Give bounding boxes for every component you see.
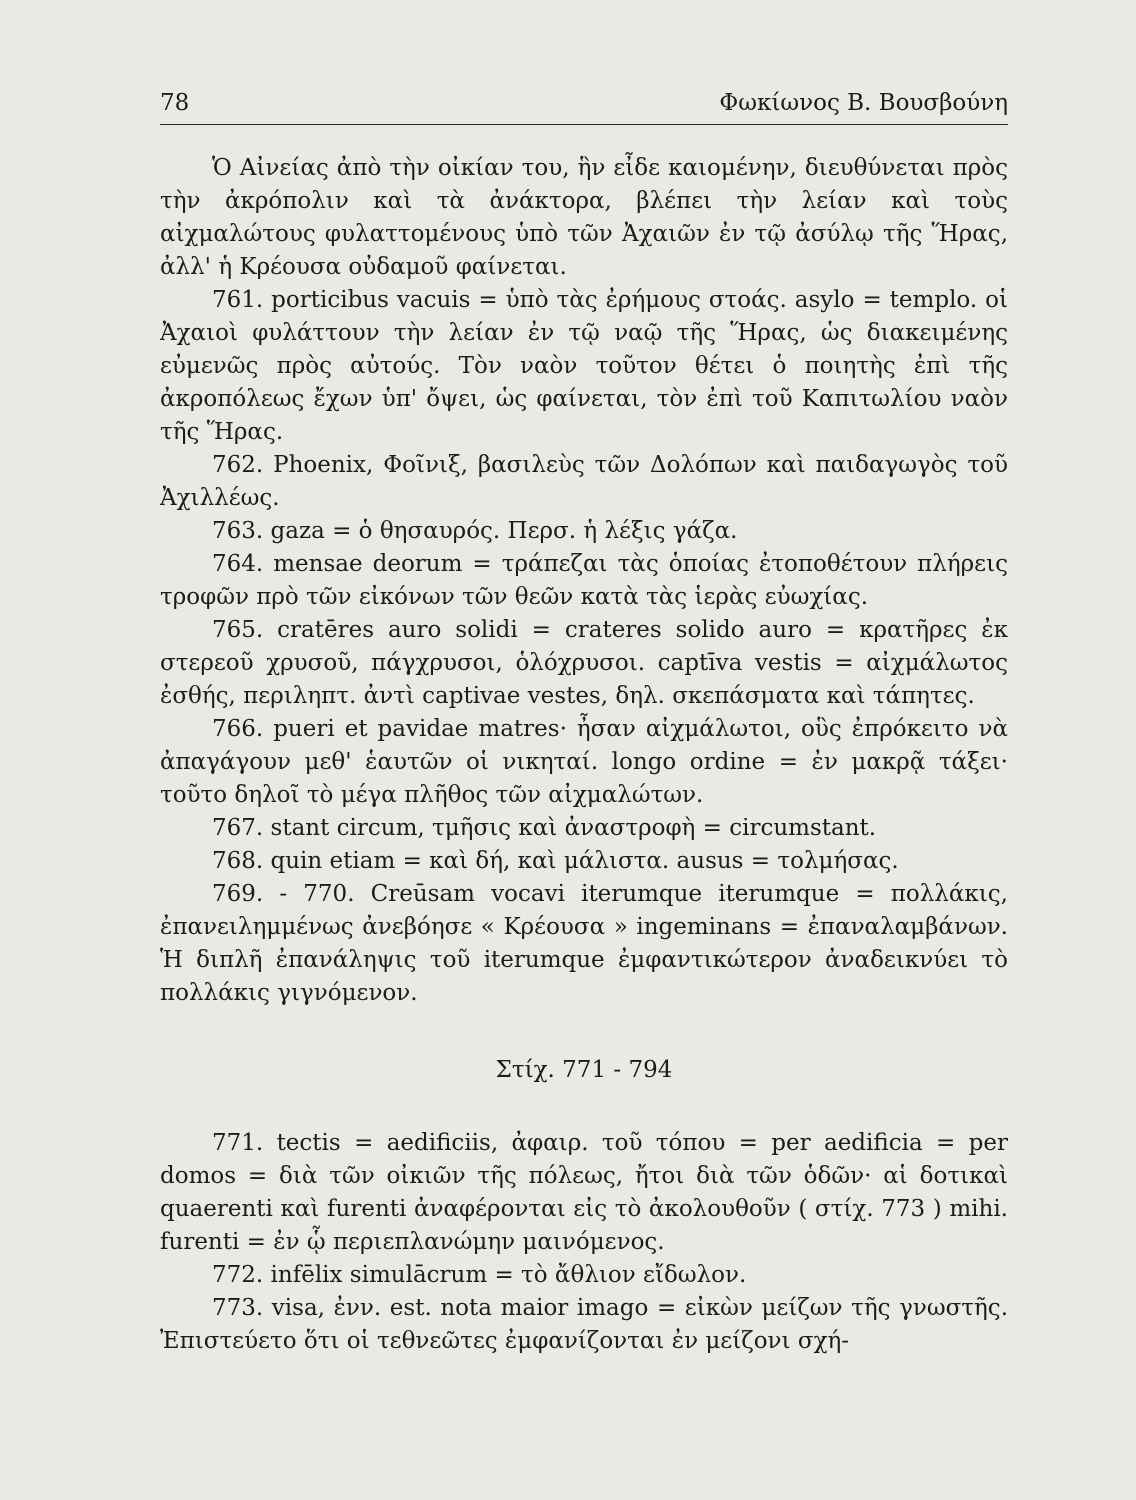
note-763: 763. gaza = ὁ θησαυρός. Περσ. ἡ λέξις γάζα. [212,518,738,544]
section-heading: Στίχ. 771 - 794 [495,1057,673,1083]
note-769-770: 769. - 770. Creūsam vocavi iterumque iterumque = πολλάκις, ἐπανειλημμένως ἀνεβόησε « Κρέουσα » ingeminans = ἐπαναλαμβάνων. Ἡ διπλῆ ἐπανάληψις τοῦ iterumque ἐμφαντικώτερον ἀναδεικνύει τὸ πολλάκις γιγνόμενον. [160,881,1008,1006]
note-773: 773. visa, ἐνν. est. nota maior imago = εἰκὼν μείζων τῆς γνωστῆς. Ἐπιστεύετο ὅτι οἱ τεθνεῶτες ἐμφανίζονται ἐν μείζονι σχή- [160,1295,1008,1354]
header-rule [160,124,1008,125]
page-header [160,86,1008,126]
note-772: 772. infēlix simulācrum = τὸ ἄθλιον εἴδωλον. [212,1262,747,1288]
note-771: 771. tectis = aedificiis, ἀφαιρ. τοῦ τόπου = per aedificia = per domos = διὰ τῶν οἰκιῶν τῆς πόλεως, ἤτοι διὰ τῶν ὁδῶν· αἱ δοτικαὶ quaerenti καὶ furenti ἀναφέρονται εἰς τὸ ἀκολουθοῦν ( στίχ. 773 ) mihi. furenti = ἐν ᾧ περιεπλανώμην μαινόμενος. [160,1130,1008,1255]
note-766: 766. pueri et pavidae matres· ἦσαν αἰχμάλωτοι, οὓς ἐπρόκειτο νὰ ἀπαγάγουν μεθ' ἑαυτῶν οἱ νικηταί. longo ordine = ἐν μακρᾷ τάξει· τοῦτο δηλοῖ τὸ μέγα πλῆθος τῶν αἰχμαλώτων. [160,716,1008,808]
note-765: 765. cratēres auro solidi = crateres solido auro = κρατῆρες ἐκ στερεοῦ χρυσοῦ, πάγχρυσοι, ὁλόχρυσοι. captīva vestis = αἰχμάλωτος ἐσθής, περιληπτ. ἀντὶ captivae vestes, δηλ. σκεπάσματα καὶ τάπητες. [160,617,1008,709]
note-768: 768. quin etiam = καὶ δή, καὶ μάλιστα. ausus = τολμήσας. [212,848,899,874]
note-764: 764. mensae deorum = τράπεζαι τὰς ὁποίας ἐτοποθέτουν πλήρεις τροφῶν πρὸ τῶν εἰκόνων τῶν θεῶν κατὰ τὰς ἱερὰς εὐωχίας. [160,551,1008,610]
note-767: 767. stant circum, τμῆσις καὶ ἀναστροφὴ = circumstant. [212,815,877,841]
running-head: Φωκίωνος Β. Βουσβούνη [719,90,1008,116]
body-text [160,152,1008,1358]
note-762: 762. Phoenix, Φοῖνιξ, βασιλεὺς τῶν Δολόπων καὶ παιδαγωγὸς τοῦ Ἀχιλλέως. [160,452,1008,511]
page-number: 78 [160,90,190,116]
intro-paragraph: Ὁ Αἰνείας ἀπὸ τὴν οἰκίαν του, ἣν εἶδε καιομένην, διευθύνεται πρὸς τὴν ἀκρόπολιν καὶ τὰ ἀνάκτορα, βλέπει τὴν λείαν καὶ τοὺς αἰχμαλώτους φυλαττομένους ὑπὸ τῶν Ἀχαιῶν ἐν τῷ ἀσύλῳ τῆς Ἥρας, ἀλλ' ἡ Κρέουσα οὐδαμοῦ φαίνεται. [160,155,1008,280]
note-761: 761. porticibus vacuis = ὑπὸ τὰς ἐρήμους στοάς. asylo = templo. οἱ Ἀχαιοὶ φυλάττουν τὴν λείαν ἐν τῷ ναῷ τῆς Ἥρας, ὡς διακειμένης εὐμενῶς πρὸς αὐτούς. Τὸν ναὸν τοῦτον θέτει ὁ ποιητὴς ἐπὶ τῆς ἀκροπόλεως ἔχων ὑπ' ὄψει, ὡς φαίνεται, τὸν ἐπὶ τοῦ Καπιτωλίου ναὸν τῆς Ἥρας. [160,287,1008,445]
